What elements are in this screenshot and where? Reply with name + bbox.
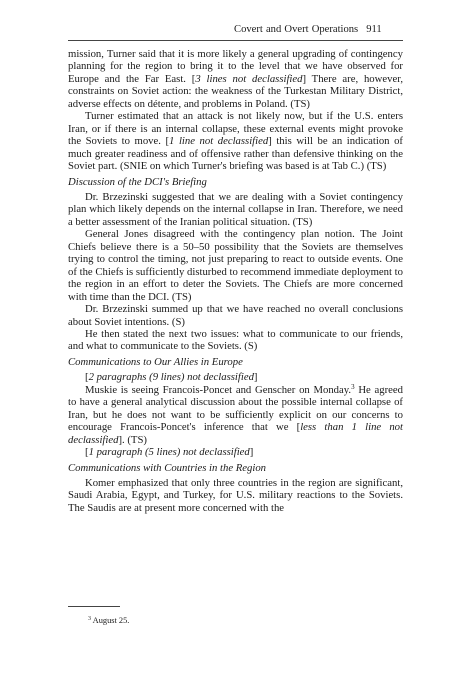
header-rule bbox=[68, 40, 403, 41]
running-header bbox=[234, 24, 382, 35]
running-header-title: Covert and Overt Operations bbox=[234, 24, 359, 35]
paragraph-redacted-allies: [2 paragraphs (9 lines) not declassified] bbox=[85, 371, 258, 384]
footnote-rule bbox=[68, 606, 120, 607]
paragraph-turner-estimate: Turner estimated that an attack is not likely now, but if the U.S. enters Iran, or if there is an internal collapse, these external events might provoke the Soviets to move. [1 line not declassified] this will be an indication of much greater readiness and of offensive rather than defensive thinking on the Soviet part. (SNIE on which Turner's briefing was based is at Tab C.) (TS) bbox=[68, 110, 403, 173]
footnote bbox=[88, 616, 129, 626]
section-heading-dci-briefing: Discussion of the DCI's Briefing bbox=[68, 175, 207, 188]
paragraph-brzezinski-summary: Dr. Brzezinski summed up that we have reached no overall conclusions about Soviet intentions. (S) bbox=[68, 303, 403, 328]
page-number: 911 bbox=[366, 24, 382, 35]
section-heading-allies-europe: Communications to Our Allies in Europe bbox=[68, 355, 243, 368]
paragraph-redacted-one: [1 paragraph (5 lines) not declassified] bbox=[85, 446, 254, 459]
paragraph-komer-emphasis: Komer emphasized that only three countries in the region are significant, Saudi Arabia, Egypt, and Turkey, for U.S. military reactions to the Soviets. The Saudis are at present more concerned with the bbox=[68, 476, 403, 514]
document-body bbox=[68, 48, 403, 514]
footnote-reference: 3 bbox=[351, 382, 355, 391]
section-heading-region: Communications with Countries in the Region bbox=[68, 461, 267, 474]
paragraph-jones-disagreement: General Jones disagreed with the contingency plan notion. The Joint Chiefs believe there is a 50–50 possibility that the Soviets are themselves trying to control the timing, not just preparing to react to outside events. One of the Chiefs is sufficiently disturbed to recommend immediate deployment to the region in an effort to deter the Soviets. The Chiefs are more concerned with time than the DCI. (TS) bbox=[68, 228, 403, 303]
paragraph-muskie-meeting: Muskie is seeing Francois-Poncet and Genscher on Monday.$^3$ He agreed to have a general analytical discussion about the possible internal collapse of Iran, but he does not want to be sufficiently explicit on our concerns to encourage Francois-Poncet's inference that we [less than 1 line not declassified]. (TS) bbox=[68, 382, 403, 446]
paragraph-brzezinski-suggestion: Dr. Brzezinski suggested that we are dealing with a Soviet contingency plan which likely depends on the internal collapse in Iran. Therefore, we need a better assessment of the Iranian political situation. (TS) bbox=[68, 190, 403, 228]
paragraph-next-issues: He then stated the next two issues: what to communicate to our friends, and what to communicate to the Soviets. (S) bbox=[68, 327, 403, 353]
paragraph-turner-contingency: mission, Turner said that it is more likely a general upgrading of contingency planning for the region to bring it to the level that we have observed for Europe and the Far East. [3 lines not declassified] There are, however, constraints on Soviet action: the weakness of the Turkestan Military District, adverse effects on détente, and problems in Poland. (TS) bbox=[68, 48, 403, 110]
footnote-marker: 3 bbox=[88, 616, 91, 622]
footnote-text: August 25. bbox=[92, 616, 130, 625]
